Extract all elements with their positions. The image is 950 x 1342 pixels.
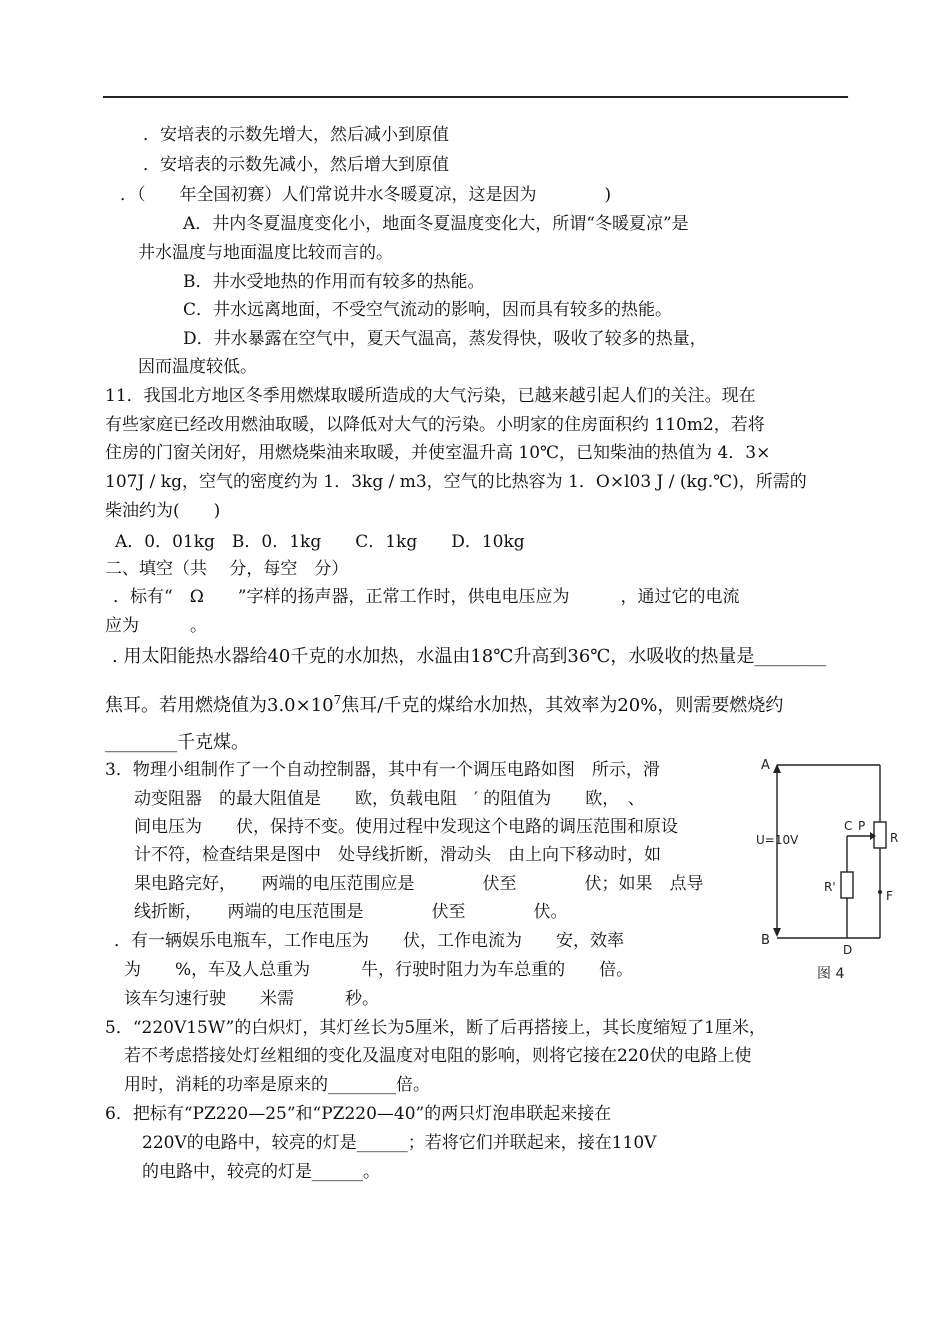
option-a: A．井内冬夏温度变化小，地面冬夏温度变化大，所谓“冬暖夏凉”是 [183,214,689,234]
option-b: B．井水受地热的作用而有较多的热能。 [183,272,485,292]
q4-line-3: 该车匀速行驶 米需 秒。 [124,989,379,1009]
q5-line-2: 若不考虑搭接处灯丝粗细的变化及温度对电阻的影响，则将它接在220伏的电路上使 [124,1046,752,1066]
q4-line-2: 为 %，车及人总重为 牛，行驶时阻力为车总重的 倍。 [124,960,634,980]
q5-line-3: 用时，消耗的功率是原来的________倍。 [124,1075,430,1095]
q11-line-3: 住房的门窗关闭好，用燃烧柴油来取暖，并使室温升高 10℃，已知柴油的热值为 4．3× [105,443,771,463]
option-line-2: ．安培表的示数先减小，然后增大到原值 [143,155,449,175]
circuit-diagram [752,752,902,992]
q3-line-4: 计不符，检查结果是图中 处导线折断，滑动头 由上向下移动时，如 [134,845,661,865]
node-f [878,890,882,894]
fill-2-line-1: . 用太阳能热水器给40千克的水加热，水温由18℃升高到36℃，水吸收的热量是________ [112,646,827,667]
fill-2-line-2-b: 焦耳/千克的煤给水加热，其效率为20%，则需要燃烧约 [341,695,784,716]
option-d-cont: 因而温度较低。 [138,357,257,377]
q6-line-3: 的电路中，较亮的灯是______。 [142,1162,380,1182]
section-title: 二、填空（共 分，每空 分） [105,559,349,579]
fill-2-line-2-a: 焦耳。若用燃烧值为3.0×10 [105,695,334,716]
arrow-down-head [773,928,781,937]
resistor-r-prime [841,872,853,898]
header-mark: . [846,90,850,101]
fill-1-line-1: ．标有“ Ω ”字样的扬声器，正常工作时，供电电压应为 ，通过它的电流 [113,587,740,607]
q6-line-2: 220V的电路中，较亮的灯是______；若将它们并联起来，接在110V [142,1133,657,1153]
q3-line-1: 3．物理小组制作了一个自动控制器，其中有一个调压电路如图 所示，滑 [105,760,660,780]
q11-options: A．0．01kg B．0．1kg C．1kg D．10kg [115,532,525,552]
voltage-label: U=10V [756,833,799,847]
header-rule [103,96,848,98]
q3-line-5: 果电路完好， 两端的电压范围应是 伏至 伏；如果 点导 [134,874,704,894]
q6-line-1: 6．把标有“PZ220—25”和“PZ220—40”的两只灯泡串联起来接在 [105,1104,612,1124]
slider-p-head [870,832,876,840]
label-r: R [890,831,899,845]
q5-line-1: 5．“220V15W”的白炽灯，其灯丝长为5厘米，断了后再搭接上，其长度缩短了1厘米， [105,1018,766,1038]
fill-2-line-2 [105,688,783,718]
q11-line-2: 有些家庭已经改用燃油取暖，以降低对大气的污染。小明家的住房面积约 110m2，若将 [105,415,765,435]
label-c: C [844,819,853,833]
option-line-1: ．安培表的示数先增大，然后减小到原值 [143,125,449,145]
q4-line-1: ．有一辆娱乐电瓶车，工作电压为 伏，工作电流为 安，效率 [114,931,624,951]
label-d: D [843,943,853,957]
q3-line-6: 线折断， 两端的电压范围是 伏至 伏。 [134,902,568,922]
label-p: P [858,819,866,833]
option-a-cont: 井水温度与地面温度比较而言的。 [138,243,393,263]
option-d: D．井水暴露在空气中，夏天气温高，蒸发得快，吸收了较多的热量， [183,329,707,349]
q3-line-3: 间电压为 伏，保持不变。使用过程中发现这个电路的调压范围和原设 [134,817,678,837]
label-a: A [761,758,770,773]
exponent: 7 [333,693,342,707]
q11-line-5: 柴油约为( ) [105,501,221,521]
label-f: F [886,889,893,903]
resistor-r [874,822,886,848]
question-line: ．（ 年全国初赛）人们常说井水冬暖夏凉，这是因为 ) [120,185,612,205]
q11-line-1: 11．我国北方地区冬季用燃煤取暖所造成的大气污染，已越来越引起人们的关注。现在 [105,386,756,406]
q11-line-4: 107J / kg，空气的密度约为 1．3kg / m3，空气的比热容为 1．O×l03 J / (kg.℃)，所需的 [105,472,807,492]
fill-2-line-3: ________千克煤。 [105,732,249,753]
label-r-prime: R' [824,880,836,894]
q3-line-2: 动变阻器 的最大阻值是 欧，负载电阻 ′ 的阻值为 欧， 、 [134,789,645,809]
label-b: B [761,933,770,948]
figure-caption: 图 4 [817,966,845,982]
fill-1-line-2: 应为 。 [105,616,207,636]
option-c: C．井水远离地面，不受空气流动的影响，因而具有较多的热能。 [183,300,673,320]
